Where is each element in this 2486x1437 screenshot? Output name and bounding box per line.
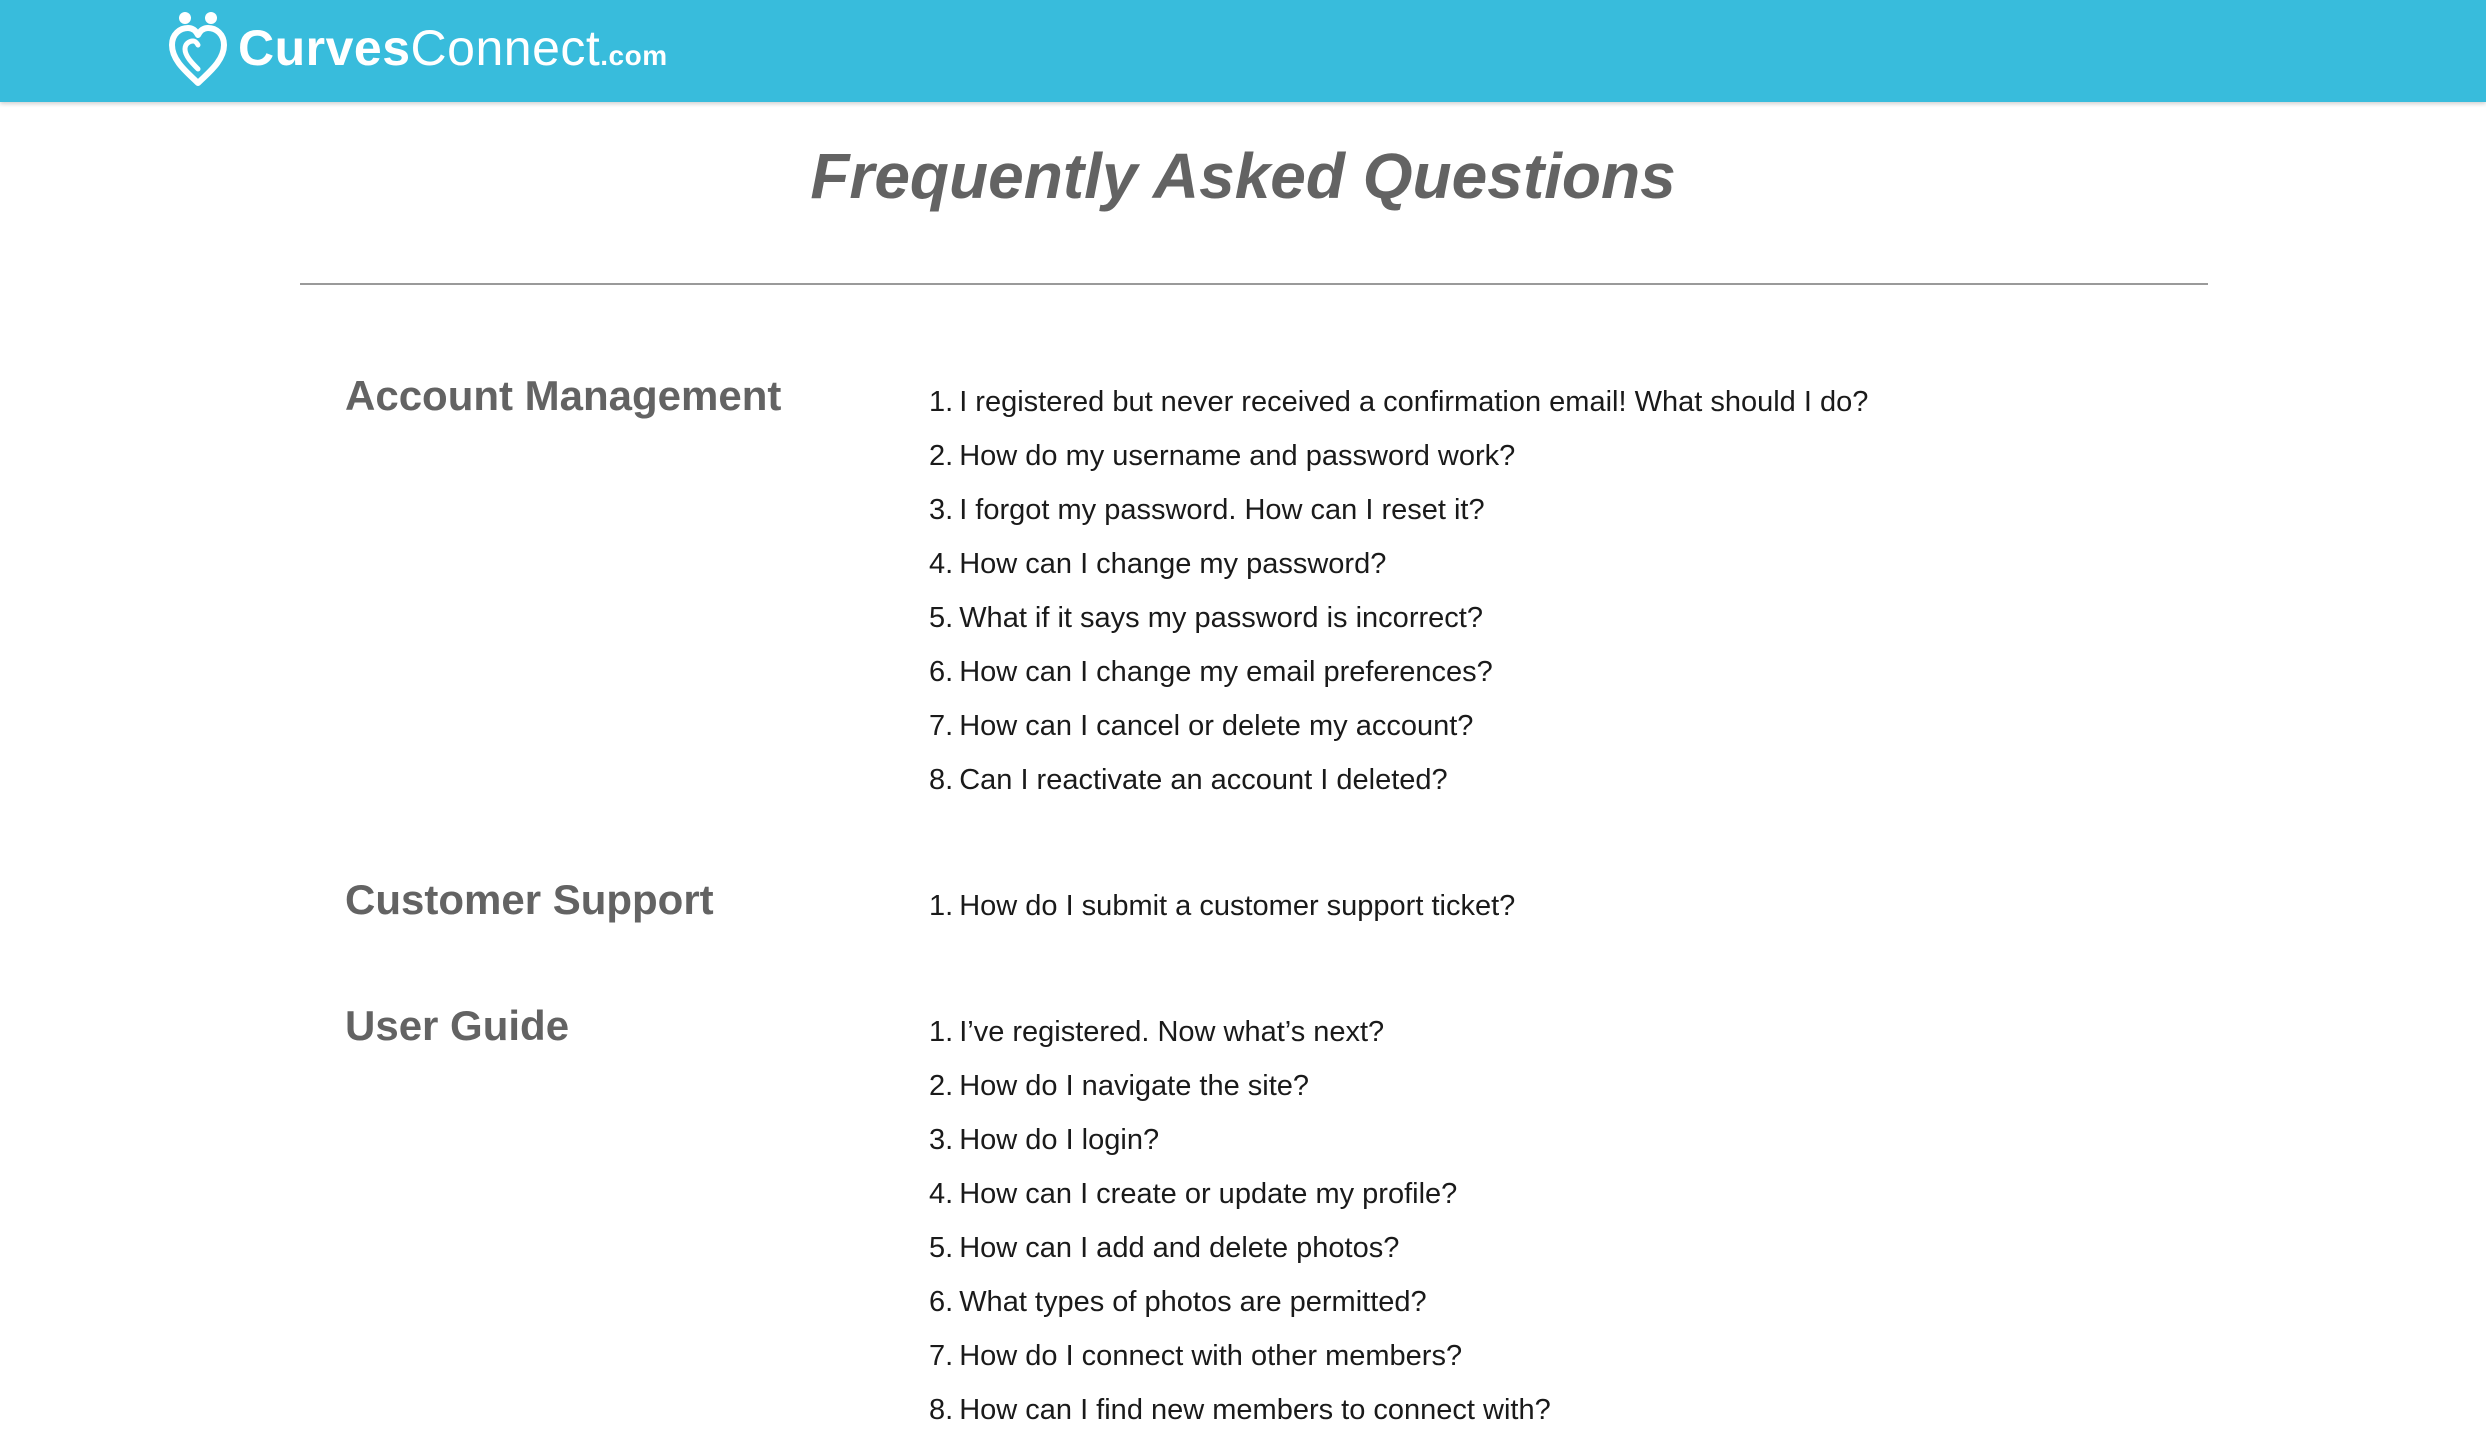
account-management-question-list	[929, 375, 1868, 807]
faq-question-link[interactable]: 1. How do I submit a customer support ticket?	[929, 890, 1516, 922]
faq-question-link[interactable]: 5. How can I add and delete photos?	[929, 1232, 1400, 1264]
faq-question-link[interactable]: 2. How do I navigate the site?	[929, 1070, 1310, 1102]
faq-question-link[interactable]: 6. How can I change my email preferences?	[929, 656, 1493, 688]
site-logo[interactable]	[168, 8, 668, 88]
customer-support-question-list	[929, 879, 1515, 933]
user-guide-question-list	[929, 1005, 1551, 1437]
section-title-user-guide: User Guide	[345, 1002, 570, 1049]
faq-question-link[interactable]: 2. How do my username and password work?	[929, 440, 1516, 472]
faq-question-link[interactable]: 3. How do I login?	[929, 1124, 1160, 1156]
title-divider	[300, 283, 2208, 285]
faq-question-link[interactable]: 5. What if it says my password is incorrect?	[929, 602, 1483, 634]
brand-domain: .com	[600, 40, 668, 71]
faq-question-link[interactable]: 6. What types of photos are permitted?	[929, 1286, 1427, 1318]
faq-question-link[interactable]: 4. How can I create or update my profile?	[929, 1178, 1458, 1210]
faq-question-link[interactable]: 8. How can I find new members to connect with?	[929, 1394, 1551, 1426]
brand-wordmark	[238, 20, 668, 76]
section-title-customer-support: Customer Support	[345, 876, 714, 923]
brand-name-bold: Curves	[238, 20, 411, 76]
faq-question-link[interactable]: 1. I’ve registered. Now what’s next?	[929, 1016, 1385, 1048]
brand-name-light: Connect	[410, 20, 601, 76]
heart-logo-icon	[168, 9, 228, 87]
faq-question-link[interactable]: 7. How do I connect with other members?	[929, 1340, 1463, 1372]
section-title-account-management: Account Management	[345, 372, 782, 419]
faq-question-link[interactable]: 7. How can I cancel or delete my account?	[929, 710, 1474, 742]
faq-question-link[interactable]: 3. I forgot my password. How can I reset it?	[929, 494, 1485, 526]
faq-question-link[interactable]: 1. I registered but never received a confirmation email! What should I do?	[929, 386, 1869, 418]
top-navigation-bar	[0, 0, 2486, 102]
faq-question-link[interactable]: 8. Can I reactivate an account I deleted?	[929, 764, 1448, 796]
page-title: Frequently Asked Questions	[810, 140, 1676, 212]
faq-question-link[interactable]: 4. How can I change my password?	[929, 548, 1387, 580]
